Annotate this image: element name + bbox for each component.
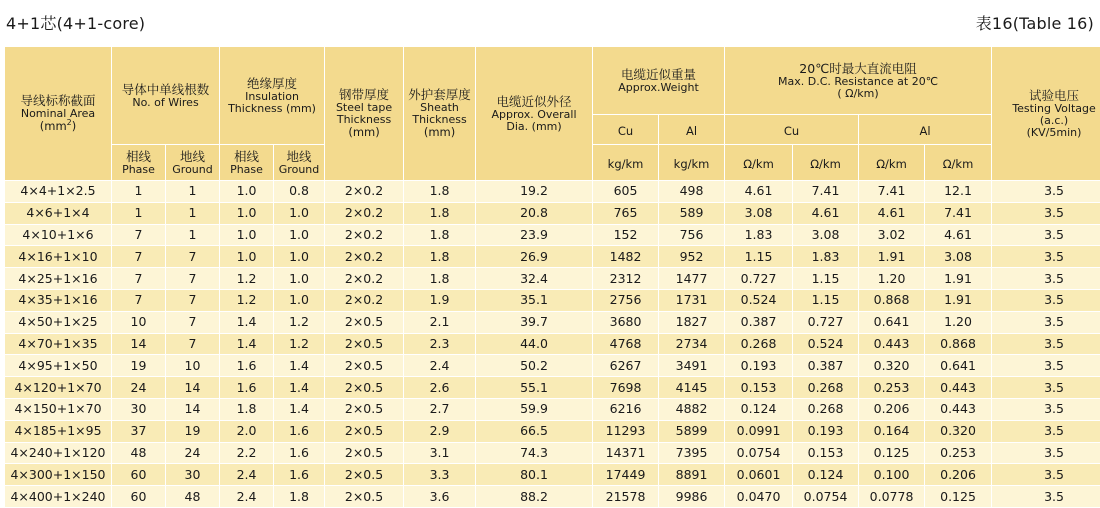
cell-insul-ground: 1.0 [274,246,325,268]
cell-weight-al: 1477 [659,268,725,290]
cell-insul-phase: 1.2 [220,268,274,290]
cell-res-cu-1: 3.08 [725,202,793,224]
cell-insul-phase: 1.0 [220,181,274,203]
cell-wires-ground: 1 [166,202,220,224]
cell-res-al-2: 0.206 [925,464,992,486]
cell-insul-phase: 2.4 [220,486,274,508]
cell-insul-phase: 1.2 [220,289,274,311]
cell-wires-phase: 7 [112,246,166,268]
cell-diameter: 32.4 [476,268,593,290]
cell-nominal-area: 4×50+1×25 [5,311,112,333]
cell-weight-cu: 6216 [593,398,659,420]
cell-res-al-2: 1.91 [925,268,992,290]
cell-insul-phase: 1.4 [220,311,274,333]
cell-steel-tape: 2×0.5 [325,464,404,486]
cell-test-voltage: 3.5 [992,333,1100,355]
cell-res-al-1: 0.641 [859,311,925,333]
cell-wires-phase: 7 [112,268,166,290]
cell-res-cu-2: 0.193 [793,420,859,442]
cell-insul-ground: 1.0 [274,202,325,224]
cell-insul-ground: 1.2 [274,311,325,333]
cell-res-cu-1: 0.268 [725,333,793,355]
header-wires-phase: 相线 Phase [112,145,166,181]
cell-insul-ground: 1.6 [274,420,325,442]
cell-steel-tape: 2×0.5 [325,311,404,333]
cell-res-cu-1: 0.387 [725,311,793,333]
cell-res-cu-1: 0.193 [725,355,793,377]
header-res-cu-unit-1: Ω/km [725,145,793,181]
cell-weight-al: 8891 [659,464,725,486]
table-body [5,181,1100,508]
cell-weight-al: 7395 [659,442,725,464]
cell-diameter: 88.2 [476,486,593,508]
cell-weight-al: 589 [659,202,725,224]
table-row [5,224,1100,246]
table-row [5,268,1100,290]
cell-res-al-2: 0.253 [925,442,992,464]
cell-wires-phase: 7 [112,289,166,311]
cell-diameter: 55.1 [476,377,593,399]
header-nominal-area: 导线标称截面 Nominal Area $(mm^2)$ [5,47,112,181]
cell-res-cu-2: 0.268 [793,377,859,399]
cell-wires-ground: 30 [166,464,220,486]
cell-test-voltage: 3.5 [992,355,1100,377]
cell-wires-ground: 1 [166,224,220,246]
cell-res-al-2: 1.91 [925,289,992,311]
cell-res-cu-1: 0.0470 [725,486,793,508]
cell-insul-phase: 2.2 [220,442,274,464]
header-res-al-unit-2: Ω/km [925,145,992,181]
cell-res-cu-2: 0.153 [793,442,859,464]
cell-weight-cu: 2756 [593,289,659,311]
cell-wires-ground: 7 [166,311,220,333]
cell-wires-phase: 1 [112,202,166,224]
cell-res-al-2: 0.125 [925,486,992,508]
header-resistance-al: Al [859,115,992,145]
cell-diameter: 26.9 [476,246,593,268]
cell-sheath: 3.1 [404,442,476,464]
header-res-al-unit-1: Ω/km [859,145,925,181]
cell-sheath: 1.8 [404,268,476,290]
cell-insul-ground: 1.6 [274,442,325,464]
cell-res-al-2: 7.41 [925,202,992,224]
cell-res-al-1: 0.100 [859,464,925,486]
cell-insul-phase: 1.6 [220,355,274,377]
cell-steel-tape: 2×0.2 [325,181,404,203]
cell-res-cu-1: 1.83 [725,224,793,246]
cell-insul-ground: 1.4 [274,377,325,399]
cell-diameter: 39.7 [476,311,593,333]
cell-wires-phase: 19 [112,355,166,377]
cell-insul-ground: 1.0 [274,224,325,246]
cell-sheath: 3.6 [404,486,476,508]
cell-wires-phase: 30 [112,398,166,420]
cell-res-cu-1: 0.124 [725,398,793,420]
cell-sheath: 1.8 [404,224,476,246]
table-row [5,311,1100,333]
cell-weight-al: 952 [659,246,725,268]
cell-test-voltage: 3.5 [992,398,1100,420]
cell-wires-ground: 19 [166,420,220,442]
cell-weight-cu: 765 [593,202,659,224]
cell-wires-phase: 60 [112,464,166,486]
cell-res-al-1: 3.02 [859,224,925,246]
cell-res-cu-1: 1.15 [725,246,793,268]
cell-insul-phase: 1.4 [220,333,274,355]
cell-res-al-2: 0.320 [925,420,992,442]
cell-diameter: 35.1 [476,289,593,311]
cell-res-cu-2: 7.41 [793,181,859,203]
cell-test-voltage: 3.5 [992,246,1100,268]
cell-diameter: 19.2 [476,181,593,203]
header-weight-al: Al [659,115,725,145]
cell-insul-phase: 1.8 [220,398,274,420]
table-row [5,289,1100,311]
cell-wires-ground: 10 [166,355,220,377]
cell-nominal-area: 4×6+1×4 [5,202,112,224]
cell-sheath: 1.8 [404,181,476,203]
cell-diameter: 20.8 [476,202,593,224]
cell-insul-phase: 1.6 [220,377,274,399]
cell-steel-tape: 2×0.5 [325,420,404,442]
table-row [5,464,1100,486]
header-diameter: 电缆近似外径 Approx. Overall Dia. (mm) [476,47,593,181]
table-caption-right: 表16(Table 16) [976,14,1094,34]
cell-wires-phase: 1 [112,181,166,203]
cell-sheath: 2.4 [404,355,476,377]
table-row [5,442,1100,464]
table-row [5,202,1100,224]
cell-insul-ground: 1.8 [274,486,325,508]
cell-nominal-area: 4×400+1×240 [5,486,112,508]
table-row [5,420,1100,442]
cell-nominal-area: 4×10+1×6 [5,224,112,246]
header-insulation: 绝缘厚度 Insulation Thickness (mm) [220,47,325,145]
table-row [5,486,1100,508]
cell-res-al-2: 3.08 [925,246,992,268]
cell-res-al-2: 0.443 [925,377,992,399]
cell-sheath: 1.8 [404,246,476,268]
cell-weight-cu: 152 [593,224,659,246]
cell-res-al-1: 0.164 [859,420,925,442]
cell-wires-ground: 7 [166,246,220,268]
cell-nominal-area: 4×120+1×70 [5,377,112,399]
cell-test-voltage: 3.5 [992,486,1100,508]
cell-wires-ground: 1 [166,181,220,203]
cell-nominal-area: 4×35+1×16 [5,289,112,311]
header-res-cu-unit-2: Ω/km [793,145,859,181]
cell-res-cu-2: 0.124 [793,464,859,486]
cell-weight-al: 4145 [659,377,725,399]
cell-res-al-2: 0.443 [925,398,992,420]
header-resistance: 20℃时最大直流电阻 Max. D.C. Resistance at 20℃ ( Ω/km) [725,47,992,115]
cell-wires-ground: 7 [166,289,220,311]
cell-wires-ground: 7 [166,333,220,355]
cell-weight-al: 4882 [659,398,725,420]
cell-weight-al: 9986 [659,486,725,508]
cell-wires-phase: 48 [112,442,166,464]
cell-res-al-1: 7.41 [859,181,925,203]
cell-nominal-area: 4×4+1×2.5 [5,181,112,203]
cell-res-cu-1: 0.0601 [725,464,793,486]
cell-wires-phase: 7 [112,224,166,246]
cell-sheath: 2.3 [404,333,476,355]
cell-steel-tape: 2×0.5 [325,442,404,464]
cell-sheath: 1.8 [404,202,476,224]
cell-res-cu-1: 0.0991 [725,420,793,442]
cell-diameter: 66.5 [476,420,593,442]
header-weight-cu: Cu [593,115,659,145]
table-row [5,246,1100,268]
cell-nominal-area: 4×16+1×10 [5,246,112,268]
cell-res-cu-1: 0.0754 [725,442,793,464]
header-sheath: 外护套厚度 Sheath Thickness (mm) [404,47,476,181]
header-num-wires: 导体中单线根数 No. of Wires [112,47,220,145]
cell-insul-ground: 0.8 [274,181,325,203]
cell-weight-cu: 3680 [593,311,659,333]
cell-sheath: 2.9 [404,420,476,442]
cell-steel-tape: 2×0.2 [325,224,404,246]
cell-nominal-area: 4×185+1×95 [5,420,112,442]
cell-sheath: 1.9 [404,289,476,311]
cell-weight-cu: 1482 [593,246,659,268]
cell-weight-cu: 4768 [593,333,659,355]
cell-steel-tape: 2×0.5 [325,486,404,508]
cell-insul-ground: 1.6 [274,464,325,486]
cell-weight-al: 756 [659,224,725,246]
cell-insul-phase: 2.0 [220,420,274,442]
cell-wires-ground: 14 [166,377,220,399]
cell-res-al-1: 0.0778 [859,486,925,508]
cell-sheath: 2.1 [404,311,476,333]
cell-test-voltage: 3.5 [992,268,1100,290]
cell-res-al-1: 0.443 [859,333,925,355]
header-weight-cu-unit: kg/km [593,145,659,181]
cell-test-voltage: 3.5 [992,289,1100,311]
cell-test-voltage: 3.5 [992,181,1100,203]
cell-steel-tape: 2×0.2 [325,289,404,311]
cell-res-al-1: 0.253 [859,377,925,399]
spec-table [4,46,1100,508]
cell-res-cu-1: 4.61 [725,181,793,203]
cell-nominal-area: 4×150+1×70 [5,398,112,420]
cell-res-al-1: 1.91 [859,246,925,268]
cell-weight-cu: 14371 [593,442,659,464]
cell-wires-phase: 60 [112,486,166,508]
cell-res-al-1: 1.20 [859,268,925,290]
cell-sheath: 3.3 [404,464,476,486]
header-insulation-phase: 相线 Phase [220,145,274,181]
cell-res-cu-2: 1.15 [793,268,859,290]
cell-res-cu-2: 3.08 [793,224,859,246]
cell-res-cu-2: 0.0754 [793,486,859,508]
cell-weight-al: 3491 [659,355,725,377]
cell-res-al-2: 0.641 [925,355,992,377]
cell-res-cu-2: 0.387 [793,355,859,377]
cell-res-cu-2: 0.524 [793,333,859,355]
cell-test-voltage: 3.5 [992,311,1100,333]
cell-diameter: 74.3 [476,442,593,464]
cell-insul-phase: 1.0 [220,246,274,268]
cell-weight-cu: 11293 [593,420,659,442]
header-steel-tape: 钢带厚度 Steel tape Thickness (mm) [325,47,404,181]
table-row [5,377,1100,399]
cell-sheath: 2.7 [404,398,476,420]
cell-steel-tape: 2×0.5 [325,333,404,355]
cell-insul-phase: 2.4 [220,464,274,486]
cell-res-al-1: 0.868 [859,289,925,311]
table-row [5,181,1100,203]
cell-test-voltage: 3.5 [992,224,1100,246]
cell-nominal-area: 4×25+1×16 [5,268,112,290]
cell-insul-phase: 1.0 [220,224,274,246]
cell-weight-cu: 7698 [593,377,659,399]
cell-res-cu-2: 0.268 [793,398,859,420]
cell-wires-ground: 14 [166,398,220,420]
cell-wires-phase: 10 [112,311,166,333]
cell-res-al-2: 12.1 [925,181,992,203]
cell-res-cu-2: 4.61 [793,202,859,224]
header-weight-al-unit: kg/km [659,145,725,181]
cell-test-voltage: 3.5 [992,420,1100,442]
cell-weight-cu: 2312 [593,268,659,290]
header-voltage: 试验电压 Testing Voltage (a.c.) (KV/5min) [992,47,1100,181]
cell-wires-phase: 14 [112,333,166,355]
header-insulation-ground: 地线 Ground [274,145,325,181]
cell-res-al-1: 4.61 [859,202,925,224]
cell-res-al-1: 0.320 [859,355,925,377]
cell-steel-tape: 2×0.2 [325,246,404,268]
cell-weight-cu: 605 [593,181,659,203]
cell-sheath: 2.6 [404,377,476,399]
cell-diameter: 59.9 [476,398,593,420]
cell-nominal-area: 4×70+1×35 [5,333,112,355]
cell-wires-ground: 48 [166,486,220,508]
header-resistance-cu: Cu [725,115,859,145]
cell-res-cu-1: 0.727 [725,268,793,290]
cell-res-cu-2: 0.727 [793,311,859,333]
cell-test-voltage: 3.5 [992,202,1100,224]
cell-weight-cu: 21578 [593,486,659,508]
cell-weight-cu: 17449 [593,464,659,486]
cell-res-al-1: 0.206 [859,398,925,420]
cell-insul-ground: 1.2 [274,333,325,355]
cell-steel-tape: 2×0.2 [325,268,404,290]
table-row [5,355,1100,377]
cell-nominal-area: 4×300+1×150 [5,464,112,486]
cell-wires-ground: 7 [166,268,220,290]
cell-res-al-1: 0.125 [859,442,925,464]
cell-weight-al: 498 [659,181,725,203]
cell-res-al-2: 4.61 [925,224,992,246]
cell-steel-tape: 2×0.5 [325,398,404,420]
cell-wires-ground: 24 [166,442,220,464]
table-header [5,47,1100,181]
table-row [5,398,1100,420]
cell-wires-phase: 24 [112,377,166,399]
cell-insul-ground: 1.0 [274,289,325,311]
cell-insul-ground: 1.4 [274,355,325,377]
cell-test-voltage: 3.5 [992,464,1100,486]
cell-weight-al: 2734 [659,333,725,355]
cell-test-voltage: 3.5 [992,442,1100,464]
cell-insul-ground: 1.0 [274,268,325,290]
cell-steel-tape: 2×0.5 [325,355,404,377]
cell-nominal-area: 4×240+1×120 [5,442,112,464]
table-row [5,333,1100,355]
cell-weight-al: 1731 [659,289,725,311]
cell-diameter: 80.1 [476,464,593,486]
table-caption-left: 4+1芯(4+1-core) [6,14,145,34]
cell-res-cu-2: 1.83 [793,246,859,268]
cell-res-al-2: 1.20 [925,311,992,333]
cell-res-al-2: 0.868 [925,333,992,355]
cell-res-cu-1: 0.524 [725,289,793,311]
cell-weight-cu: 6267 [593,355,659,377]
cell-weight-al: 5899 [659,420,725,442]
cell-insul-ground: 1.4 [274,398,325,420]
cell-res-cu-1: 0.153 [725,377,793,399]
cell-wires-phase: 37 [112,420,166,442]
cell-nominal-area: 4×95+1×50 [5,355,112,377]
cell-diameter: 23.9 [476,224,593,246]
cell-res-cu-2: 1.15 [793,289,859,311]
cell-steel-tape: 2×0.2 [325,202,404,224]
header-wires-ground: 地线 Ground [166,145,220,181]
cell-diameter: 50.2 [476,355,593,377]
header-weight: 电缆近似重量 Approx.Weight [593,47,725,115]
cell-steel-tape: 2×0.5 [325,377,404,399]
cell-diameter: 44.0 [476,333,593,355]
cell-test-voltage: 3.5 [992,377,1100,399]
cell-weight-al: 1827 [659,311,725,333]
cell-insul-phase: 1.0 [220,202,274,224]
